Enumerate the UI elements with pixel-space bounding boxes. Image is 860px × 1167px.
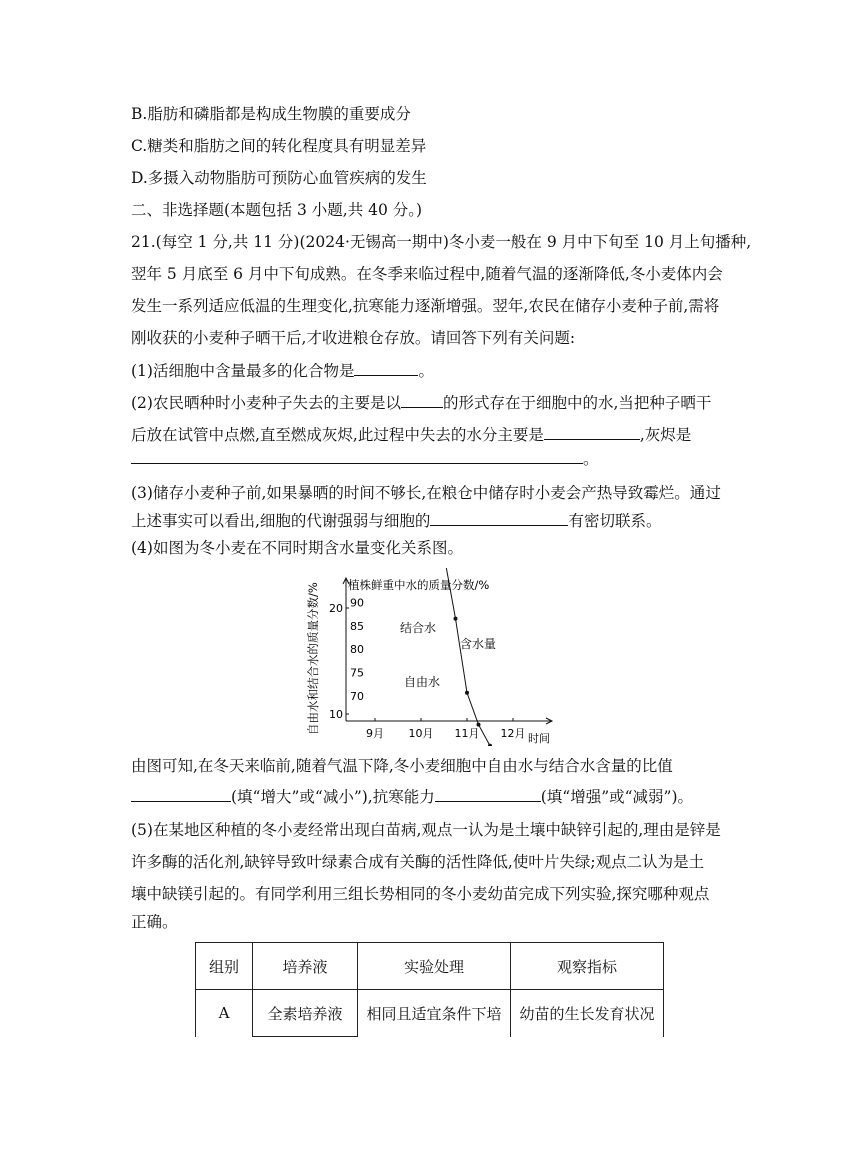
option-b: B.脂肪和磷脂都是构成生物膜的重要成分 [131,105,411,123]
sub-question-4-answers [131,786,693,807]
chart-inner-tick-label: 75 [350,666,364,680]
sub-question-4-text: 由图可知,在冬天来临前,随着气温下降,冬小麦细胞中自由水与结合水含量的比值 [131,757,673,775]
chart-inner-tick-label: 85 [350,619,364,633]
sub-question-5-line-1: (5)在某地区种植的冬小麦经常出现白苗病,观点一认为是土壤中缺锌引起的,理由是锌是 [131,821,721,839]
sub-question-2-line-3 [131,448,599,469]
q1-text: (1)活细胞中含量最多的化合物是 [131,362,355,380]
water-content-chart [300,568,560,746]
q2-text-a: (2)农民晒种时小麦种子失去的主要是以 [131,394,401,412]
q4-text-d: (填“增强”或“减弱”)。 [540,788,694,806]
chart-series [373,568,496,746]
chart-y-tick-label: 10 [329,708,343,721]
sub-question-2-line-1 [131,392,711,413]
question-21-stem-4: 刚收获的小麦种子晒干后,才收进粮仓存放。请回答下列有关问题: [131,329,576,347]
sub-question-5-line-2: 许多酶的活化剂,缺锌导致叶绿素合成有关酶的活性降低,使叶片失绿;观点二认为是土 [131,853,705,871]
table-header-cell: 观察指标 [511,943,664,990]
chart-x-axis-label: 时间 [528,732,550,745]
q4-blank-2[interactable] [435,786,541,802]
q2-blank-1[interactable] [401,392,443,408]
chart-y-tick-label: 20 [329,602,343,615]
q4-blank-1[interactable] [131,786,231,802]
sub-question-1 [131,360,434,381]
table-header-cell: 培养液 [253,943,358,990]
sub-question-2-line-2 [131,424,691,445]
chart-x-tick-label: 11月 [454,727,480,740]
chart-x-tick-label: 12月 [500,727,526,740]
q2-text-d: ,灰烬是 [639,426,692,444]
table-header-row [196,943,664,990]
section-heading: 二、非选择题(本题包括 3 小题,共 40 分。) [131,201,423,219]
chart-x-tick-label: 10月 [408,727,434,740]
table-header-cell: 组别 [196,943,253,990]
q2-text-c: 后放在试管中点燃,直至燃成灰烬,此过程中失去的水分主要是 [131,426,544,444]
chart-data-point [477,723,481,727]
chart-series-label: 自由水 [404,675,441,689]
q3-blank[interactable] [430,510,568,526]
sub-question-3-line-2 [131,510,661,531]
chart-inner-tick-label: 80 [350,643,364,657]
q4-text-c: (填“增大”或“减小”),抗寒能力 [231,788,435,806]
chart-x-tick-label: 9月 [366,727,384,740]
chart-y-axis-label: 自由水和结合水的质量分数/% [306,582,320,735]
experiment-table [195,942,664,1037]
question-21-stem-2: 翌年 5 月底至 6 月中下旬成熟。在冬季来临过程中,随着气温的逐渐降低,冬小麦体内会 [131,265,723,283]
question-21-stem-1: 21.(每空 1 分,共 11 分)(2024·无锡高一期中)冬小麦一般在 9 月中下旬至 10 月上旬播种, [131,233,752,251]
chart-series-line [375,568,490,746]
chart-series-label: 结合水 [400,621,437,635]
chart-inner-tick-label: 70 [350,690,364,703]
q1-end: 。 [418,362,434,380]
option-c: C.糖类和脂肪之间的转化程度具有明显差异 [131,137,427,155]
option-d: D.多摄入动物脂肪可预防心血管疾病的发生 [131,169,427,187]
table-cell: A [196,990,253,1037]
chart-inner-tick-label: 90 [350,596,364,610]
table-cell: 相同且适宜条件下培 [358,990,511,1037]
q3-text-b: 上述事实可以看出,细胞的代谢强弱与细胞的 [131,512,431,530]
sub-question-4: (4)如图为冬小麦在不同时期含水量变化关系图。 [131,539,463,557]
chart-data-point [454,617,458,621]
sub-question-3-line-1: (3)储存小麦种子前,如果暴晒的时间不够长,在粮仓中储存时小麦会产热导致霉烂。通过 [131,484,721,502]
q2-text-e: 。 [583,450,599,468]
table-cell: 幼苗的生长发育状况 [511,990,664,1037]
q3-text-c: 有密切联系。 [568,512,662,530]
chart-ticks [322,568,526,740]
table-header-cell: 实验处理 [358,943,511,990]
q2-text-b: 的形式存在于细胞中的水,当把种子晒干 [442,394,712,412]
chart-series-label: 含水量 [460,637,497,651]
chart-title: 植株鲜重中水的质量分数/% [348,578,490,592]
sub-question-5-line-4: 正确。 [131,913,178,931]
q2-blank-2[interactable] [544,424,640,440]
sub-question-5-line-3: 壤中缺镁引起的。有同学利用三组长势相同的冬小麦幼苗完成下列实验,探究哪种观点 [131,885,710,903]
table-cell: 全素培养液 [253,990,358,1037]
chart-axes [343,578,552,724]
q2-blank-3[interactable] [131,448,583,464]
question-21-stem-3: 发生一系列适应低温的生理变化,抗寒能力逐渐增强。翌年,农民在储存小麦种子前,需将 [131,297,720,315]
chart-data-point [465,691,469,695]
q1-blank[interactable] [354,360,418,376]
table-row [196,990,664,1037]
